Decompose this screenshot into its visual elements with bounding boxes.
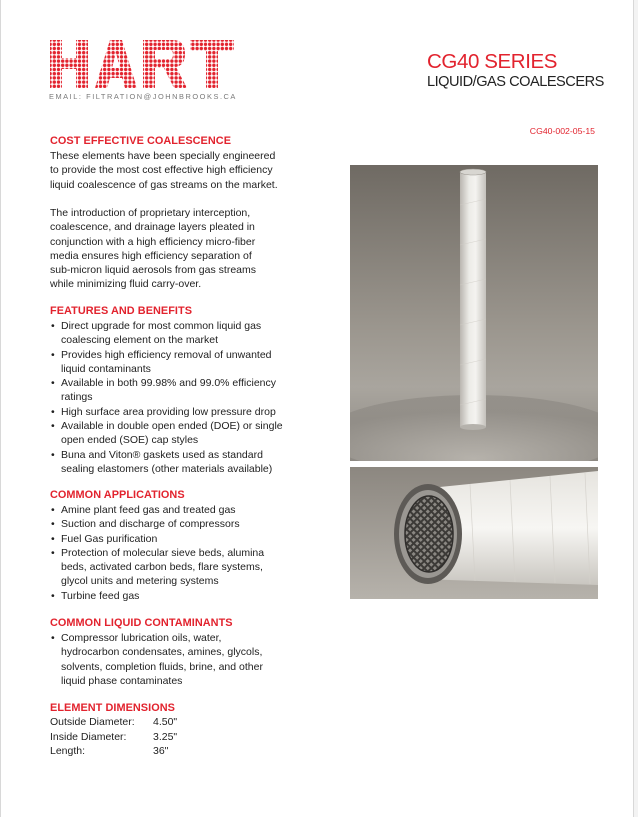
filter-endcap-photo [350, 467, 598, 599]
heading-applications: COMMON APPLICATIONS [50, 489, 185, 501]
list-item: • Available in both 99.98% and 99.0% efficiency ratings [51, 377, 277, 404]
list-item: • Compressor lubrication oils, water, hydrocarbon condensates, amines, glycols, solvents, completion fluids, brine, and other liquid phase contaminates [51, 632, 263, 687]
hart-logo [48, 38, 238, 94]
list-item: • High surface area providing low pressure drop [51, 405, 276, 418]
list-item: • Provides high efficiency removal of unwanted liquid contaminants [51, 348, 272, 375]
contact-email: EMAIL: FILTRATION@JOHNBROOKS.CA [49, 92, 237, 101]
product-subtitle: LIQUID/GAS COALESCERS [427, 74, 604, 90]
series-title: CG40 SERIES [427, 50, 558, 73]
list-item: • Suction and discharge of compressors [51, 518, 240, 531]
list-item: • Available in double open ended (DOE) or single open ended (SOE) cap styles [51, 420, 283, 447]
features-list [50, 319, 283, 476]
dimension-row: Inside Diameter: 3.25" [50, 730, 178, 743]
list-item: • Direct upgrade for most common liquid gas coalescing element on the market [51, 320, 262, 347]
contaminants-list [50, 631, 263, 688]
list-item: • Fuel Gas purification [51, 532, 158, 545]
list-item: • Turbine feed gas [51, 589, 140, 602]
filter-element-photo [350, 165, 598, 461]
heading-cost-effective: COST EFFECTIVE COALESCENCE [50, 135, 232, 147]
heading-features: FEATURES AND BENEFITS [50, 305, 193, 317]
dimension-row: Outside Diameter: 4.50" [50, 716, 178, 728]
heading-dimensions: ELEMENT DIMENSIONS [50, 702, 175, 714]
applications-list [50, 503, 264, 603]
list-item: • Protection of molecular sieve beds, alumina beds, activated carbon beds, flare systems, glycol units and metering systems [51, 546, 265, 588]
heading-contaminants: COMMON LIQUID CONTAMINANTS [50, 617, 233, 629]
list-item: • Amine plant feed gas and treated gas [51, 504, 236, 516]
technology-paragraph: The introduction of proprietary interception, coalescence, and drainage layers pleated in conjunction with a high efficiency micro-fiber media ensures high efficiency separation of sub-micron liquid aerosols from gas streams while minimizing fluid carry-over. [50, 207, 256, 291]
document-number: CG40-002-05-15 [529, 126, 595, 136]
dimension-row: Length: 36" [50, 745, 169, 758]
list-item: • Buna and Viton® gaskets used as standard sealing elastomers (other materials available) [51, 448, 273, 475]
dimensions-table [50, 715, 177, 759]
intro-paragraph: These elements have been specially engineered to provide the most cost effective high efficiency liquid coalescence of gas streams on the market. [50, 150, 278, 191]
